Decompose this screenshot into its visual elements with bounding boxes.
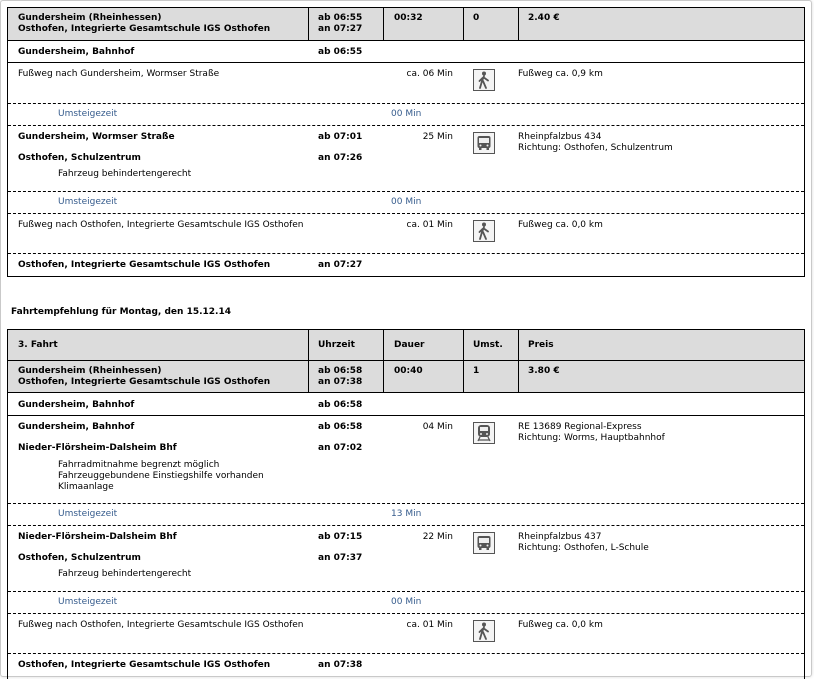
bus-direction: Richtung: Osthofen, Schulzentrum [518,143,673,153]
summary-to: Osthofen, Integrierte Gesamtschule IGS Osthofen [18,377,271,387]
transfer-duration: 00 Min [391,197,422,207]
walk-desc: Fußweg nach Gundersheim, Wormser Straße [18,69,220,79]
summary-from: Gundersheim (Rheinhessen) [18,366,162,376]
end-stop: Osthofen, Integrierte Gesamtschule IGS Osthofen [18,660,271,670]
train-icon [473,422,495,444]
summary-duration: 00:40 [394,366,423,376]
transfer-duration: 00 Min [391,597,422,607]
walk-info: Fußweg ca. 0,9 km [518,69,603,79]
summary-price: 2.40 € [528,13,560,23]
transfer-duration: 00 Min [391,109,422,119]
start-time: ab 06:58 [318,400,363,410]
trip-3-summary-row[interactable] [8,360,804,393]
summary-duration: 00:32 [394,13,423,23]
walk-duration: ca. 01 Min [406,620,453,630]
column-header-duration: Dauer [394,340,425,350]
bus-arr: an 07:37 [318,553,363,563]
train-note: Fahrradmitnahme begrenzt möglich [58,460,220,470]
bus-line[interactable]: Rheinpfalzbus 434 [518,132,602,142]
end-time: an 07:27 [318,260,363,270]
walk-duration: ca. 01 Min [406,220,453,230]
bus-arr: an 07:26 [318,153,363,163]
transfer-label: Umsteigezeit [58,509,118,519]
bus-duration: 22 Min [422,532,453,542]
bus-note: Fahrzeug behindertengerecht [58,569,192,579]
walk-desc: Fußweg nach Osthofen, Integrierte Gesamtschule IGS Osthofen [18,620,304,630]
summary-from: Gundersheim (Rheinhessen) [18,13,162,23]
bus-to: Osthofen, Schulzentrum [18,553,141,563]
transfer-duration: 13 Min [391,509,422,519]
bus-note: Fahrzeug behindertengerecht [58,169,192,179]
bus-icon [473,532,495,554]
bus-icon [473,132,495,154]
train-note: Fahrzeuggebundene Einstiegshilfe vorhanden [58,471,264,481]
bus-to: Osthofen, Schulzentrum [18,153,141,163]
transfer-label: Umsteigezeit [58,109,118,119]
start-time: ab 06:55 [318,47,363,57]
column-header-trip: 3. Fahrt [18,340,58,350]
train-duration: 04 Min [422,422,453,432]
end-time: an 07:38 [318,660,363,670]
train-line[interactable]: RE 13689 Regional-Express [518,422,642,432]
summary-arr: an 07:38 [318,377,363,387]
start-stop: Gundersheim, Bahnhof [18,47,135,57]
pedestrian-icon [473,220,495,242]
bus-from: Nieder-Flörsheim-Dalsheim Bhf [18,532,177,542]
train-arr: an 07:02 [318,443,363,453]
train-from: Gundersheim, Bahnhof [18,422,135,432]
train-note: Klimaanlage [58,482,114,492]
walk-desc: Fußweg nach Osthofen, Integrierte Gesamtschule IGS Osthofen [18,220,304,230]
column-header-price: Preis [528,340,554,350]
bus-from: Gundersheim, Wormser Straße [18,132,175,142]
pedestrian-icon [473,620,495,642]
summary-to: Osthofen, Integrierte Gesamtschule IGS Osthofen [18,24,271,34]
column-header-time: Uhrzeit [318,340,355,350]
bus-direction: Richtung: Osthofen, L-Schule [518,543,649,553]
summary-dep: ab 06:58 [318,366,363,376]
bus-dep: ab 07:01 [318,132,363,142]
walk-info: Fußweg ca. 0,0 km [518,220,603,230]
start-stop: Gundersheim, Bahnhof [18,400,135,410]
train-direction: Richtung: Worms, Hauptbahnhof [518,433,665,443]
walk-duration: ca. 06 Min [406,69,453,79]
transfer-label: Umsteigezeit [58,597,118,607]
summary-changes: 0 [473,13,480,23]
trip-3-table [7,329,805,679]
pedestrian-icon [473,69,495,91]
summary-dep: ab 06:55 [318,13,363,23]
bus-dep: ab 07:15 [318,532,363,542]
bus-line[interactable]: Rheinpfalzbus 437 [518,532,602,542]
summary-arr: an 07:27 [318,24,363,34]
summary-changes: 1 [473,366,480,376]
bus-duration: 25 Min [422,132,453,142]
trip-2-table [7,7,805,277]
trip-2-summary-row[interactable] [8,7,804,41]
transfer-label: Umsteigezeit [58,197,118,207]
summary-price: 3.80 € [528,366,560,376]
column-header-changes: Umst. [473,340,503,350]
end-stop: Osthofen, Integrierte Gesamtschule IGS Osthofen [18,260,271,270]
walk-info: Fußweg ca. 0,0 km [518,620,603,630]
train-dep: ab 06:58 [318,422,363,432]
recommendation-title: Fahrtempfehlung für Montag, den 15.12.14 [11,307,231,317]
trip-3-header-row [8,329,804,361]
train-to: Nieder-Flörsheim-Dalsheim Bhf [18,443,177,453]
